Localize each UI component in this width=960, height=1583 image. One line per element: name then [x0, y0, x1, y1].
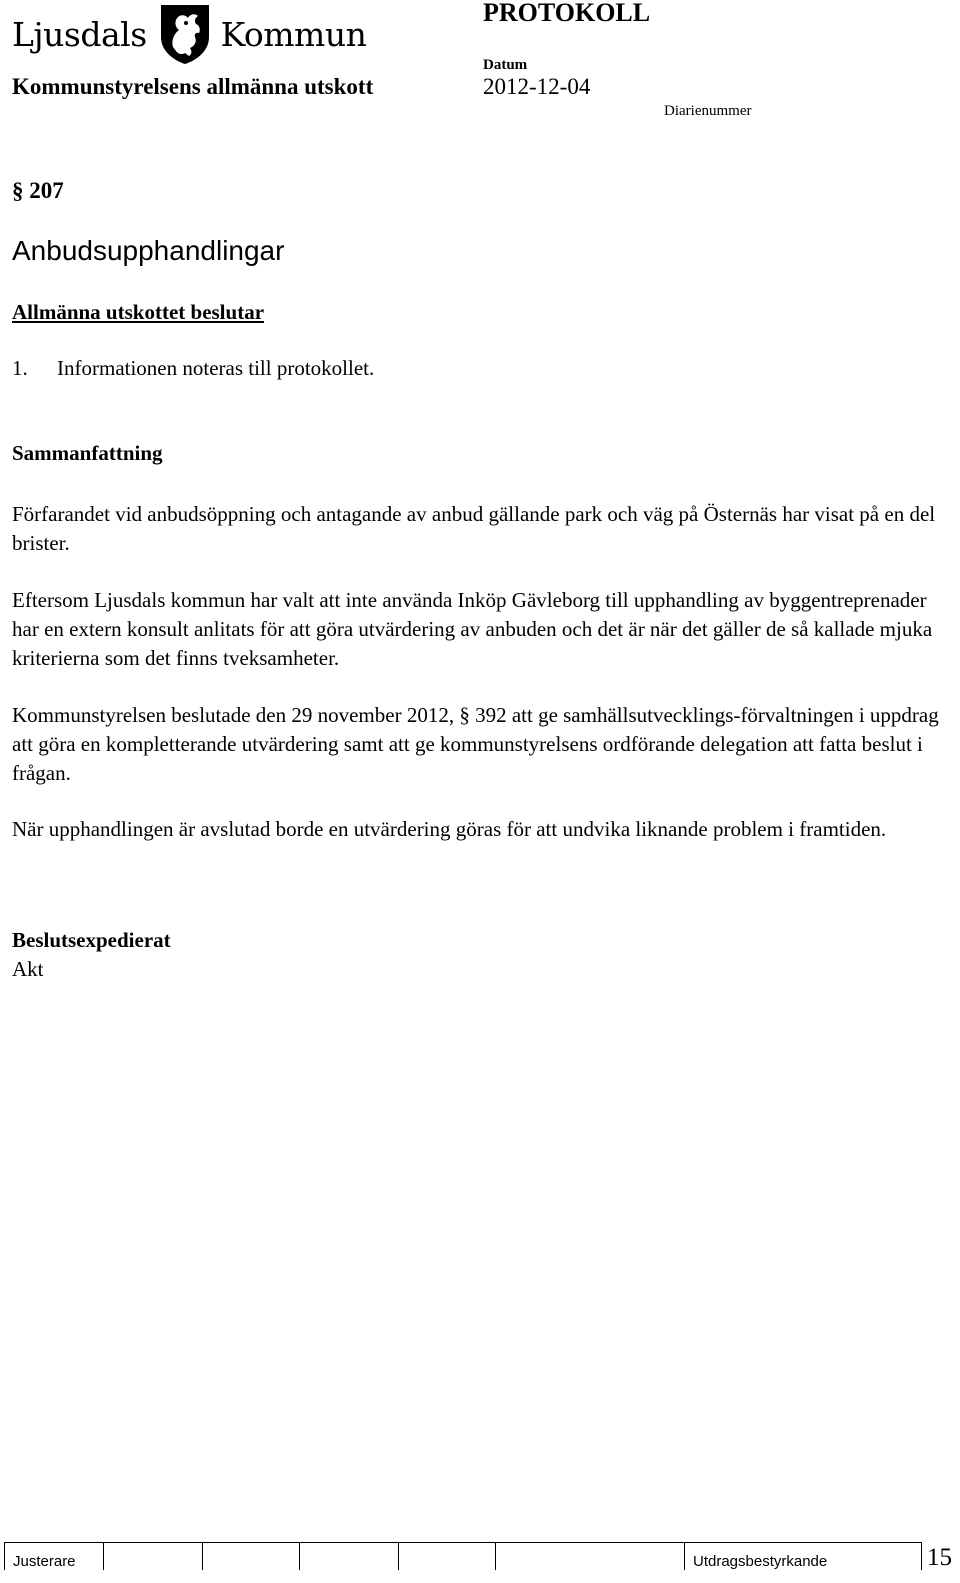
decision-number: 1.	[12, 356, 28, 380]
expedierat-value: Akt	[12, 957, 44, 981]
signature-box	[496, 1543, 685, 1571]
summary-paragraph: När upphandlingen är avslutad borde en utvärdering göras för att undvika liknande problem i framtiden.	[12, 817, 887, 841]
utdragsbestyrkande-cell: Utdragsbestyrkande	[685, 1543, 922, 1571]
justerare-cell: Justerare	[5, 1543, 104, 1571]
signature-table	[4, 1542, 922, 1570]
municipality-logo	[12, 2, 366, 66]
document-type: PROTOKOLL	[483, 0, 651, 27]
decision-item	[12, 356, 374, 381]
summary-paragraph: Förfarandet vid anbudsöppning och antagande av anbud gällande park och väg på Östernäs har visat på en del brister.	[12, 502, 936, 555]
summary-paragraph: Kommunstyrelsen beslutade den 29 november 2012, § 392 att ge samhällsutvecklings-förvaltningen i uppdrag att göra en kompletterande utvärdering samt att ge kommunstyrelsens ordförande delegation att fatta beslut i frågan.	[12, 703, 939, 785]
signature-box	[104, 1543, 203, 1571]
signature-footer	[4, 1542, 960, 1570]
section-title: Anbudsupphandlingar	[12, 235, 285, 266]
diarienummer-label: Diarienummer	[664, 103, 752, 119]
decision-text: Informationen noteras till protokollet.	[57, 356, 375, 380]
crest-icon	[159, 3, 211, 65]
signature-box	[399, 1543, 496, 1571]
page-number: 15	[927, 1544, 952, 1571]
date-value: 2012-12-04	[483, 74, 591, 99]
committee-name: Kommunstyrelsens allmänna utskott	[12, 74, 374, 99]
date-label: Datum	[483, 57, 528, 73]
signature-box	[203, 1543, 300, 1571]
logo-text-left: Ljusdals	[12, 14, 147, 54]
decision-heading: Allmänna utskottet beslutar	[12, 300, 265, 324]
signature-box	[300, 1543, 399, 1571]
paragraph-number: § 207	[12, 178, 64, 203]
summary-heading: Sammanfattning	[12, 441, 163, 465]
logo-text-right: Kommun	[220, 14, 367, 54]
expedierat-heading: Beslutsexpedierat	[12, 928, 171, 952]
summary-paragraph: Eftersom Ljusdals kommun har valt att inte använda Inköp Gävleborg till upphandling av byggentreprenader har en extern konsult anlitats för att göra utvärdering av anbuden och det är när det gäller de så kallade mjuka kriterierna som det finns tveksamheter.	[12, 588, 933, 670]
